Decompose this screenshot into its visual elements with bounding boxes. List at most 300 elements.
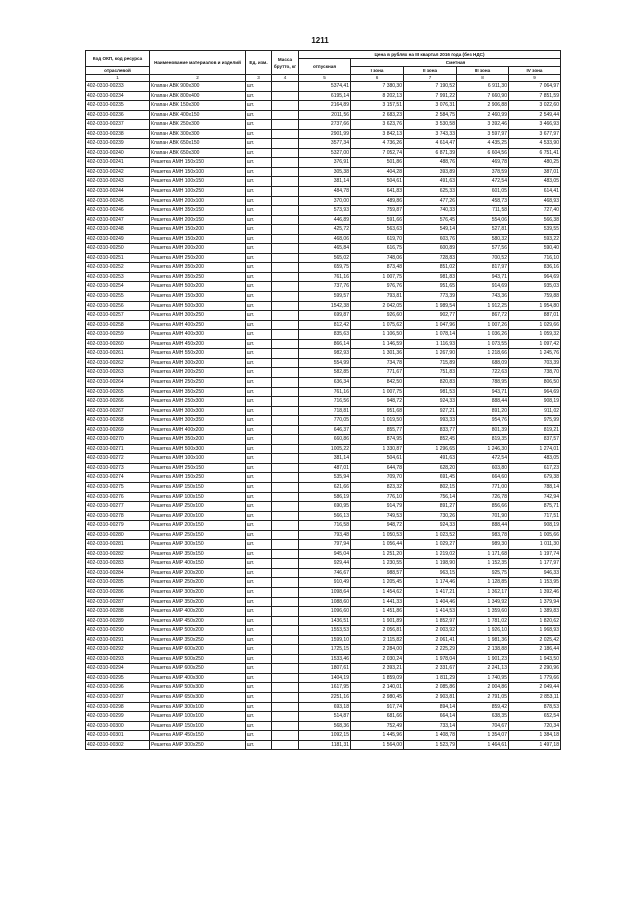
code-cell: 402-0310-00247 — [86, 215, 150, 225]
release-price-cell: 381,14 — [299, 177, 351, 187]
zone-2-price-cell: 1 408,78 — [404, 731, 457, 741]
mass-cell — [272, 559, 299, 569]
zone-1-price-cell: 1 330,87 — [351, 444, 404, 454]
mass-cell — [272, 731, 299, 741]
name-cell: Решетка АМН 500х300 — [150, 444, 246, 454]
unit-cell: шт. — [246, 578, 272, 588]
name-cell: Клапан АВК 650х150 — [150, 139, 246, 149]
header-price-group: Цена в рублях на III квартал 2016 года (без НДС) — [299, 51, 561, 59]
unit-cell: шт. — [246, 282, 272, 292]
table-row — [86, 492, 561, 502]
table-row — [86, 559, 561, 569]
unit-cell: шт. — [246, 664, 272, 674]
zone-3-price-cell: 472,54 — [457, 454, 509, 464]
unit-cell: шт. — [246, 673, 272, 683]
zone-4-price-cell: 1 384,18 — [509, 731, 561, 741]
header-estimate: Сметная — [351, 59, 561, 67]
zone-4-price-cell: 911,02 — [509, 406, 561, 416]
zone-2-price-cell: 993,33 — [404, 416, 457, 426]
zone-2-price-cell: 851,02 — [404, 263, 457, 273]
zone-1-price-cell: 501,86 — [351, 158, 404, 168]
zone-4-price-cell: 539,55 — [509, 225, 561, 235]
zone-4-price-cell: 1 274,01 — [509, 444, 561, 454]
code-cell: 402-0310-00248 — [86, 225, 150, 235]
mass-cell — [272, 110, 299, 120]
zone-4-price-cell: 837,57 — [509, 435, 561, 445]
zone-1-price-cell: 2 030,24 — [351, 654, 404, 664]
zone-2-price-cell: 802,15 — [404, 482, 457, 492]
name-cell: Решетка АМН 300х300 — [150, 406, 246, 416]
zone-3-price-cell: 2 906,88 — [457, 101, 509, 111]
zone-4-price-cell: 1 389,83 — [509, 607, 561, 617]
table-row — [86, 635, 561, 645]
unit-cell: шт. — [246, 702, 272, 712]
name-cell: Решетка АМН 100х100 — [150, 454, 246, 464]
zone-4-price-cell: 1 779,66 — [509, 673, 561, 683]
mass-cell — [272, 311, 299, 321]
unit-cell: шт. — [246, 444, 272, 454]
unit-cell: шт. — [246, 416, 272, 426]
zone-3-price-cell: 888,44 — [457, 397, 509, 407]
col-number: 2 — [150, 75, 246, 82]
table-row — [86, 578, 561, 588]
unit-cell: шт. — [246, 187, 272, 197]
zone-1-price-cell: 1 445,96 — [351, 731, 404, 741]
zone-1-price-cell: 2 140,01 — [351, 683, 404, 693]
zone-2-price-cell: 625,33 — [404, 187, 457, 197]
release-price-cell: 621,66 — [299, 482, 351, 492]
zone-2-price-cell: 576,45 — [404, 215, 457, 225]
unit-cell: шт. — [246, 82, 272, 92]
zone-1-price-cell: 1 106,50 — [351, 330, 404, 340]
table-row — [86, 91, 561, 101]
zone-1-price-cell: 1 056,44 — [351, 540, 404, 550]
name-cell: Решетка АМР 200х100 — [150, 511, 246, 521]
name-cell: Решетка АМН 400х200 — [150, 425, 246, 435]
code-cell: 402-0310-00254 — [86, 282, 150, 292]
mass-cell — [272, 301, 299, 311]
name-cell: Решетка АМН 300х250 — [150, 311, 246, 321]
unit-cell: шт. — [246, 454, 272, 464]
zone-4-price-cell: 483,05 — [509, 177, 561, 187]
zone-2-price-cell: 1 116,93 — [404, 339, 457, 349]
zone-2-price-cell: 891,27 — [404, 502, 457, 512]
name-cell: Решетка АМР 450х150 — [150, 731, 246, 741]
zone-2-price-cell: 1 023,52 — [404, 530, 457, 540]
name-cell: Решетка АМР 150х100 — [150, 721, 246, 731]
zone-2-price-cell: 2 903,81 — [404, 693, 457, 703]
code-cell: 402-0310-00300 — [86, 721, 150, 731]
unit-cell: шт. — [246, 158, 272, 168]
zone-1-price-cell: 951,68 — [351, 406, 404, 416]
name-cell: Решетка АМР 150х150 — [150, 482, 246, 492]
zone-3-price-cell: 1 362,17 — [457, 587, 509, 597]
mass-cell — [272, 397, 299, 407]
zone-3-price-cell: 817,97 — [457, 263, 509, 273]
code-cell: 402-0310-00252 — [86, 263, 150, 273]
table-row — [86, 177, 561, 187]
code-cell: 402-0310-00234 — [86, 91, 150, 101]
zone-3-price-cell: 1 464,61 — [457, 740, 509, 750]
unit-cell: шт. — [246, 425, 272, 435]
name-cell: Решетка АМР 300х250 — [150, 740, 246, 750]
unit-cell: шт. — [246, 339, 272, 349]
name-cell: Решетка АМН 200х150 — [150, 215, 246, 225]
table-row — [86, 320, 561, 330]
zone-1-price-cell: 1 050,53 — [351, 530, 404, 540]
zone-2-price-cell: 628,20 — [404, 463, 457, 473]
unit-cell: шт. — [246, 607, 272, 617]
name-cell: Решетка АМР 400х150 — [150, 559, 246, 569]
code-cell: 402-0310-00260 — [86, 339, 150, 349]
unit-cell: шт. — [246, 406, 272, 416]
name-cell: Решетка АМН 500х300 — [150, 301, 246, 311]
table-row — [86, 301, 561, 311]
unit-cell: шт. — [246, 463, 272, 473]
release-price-cell: 565,02 — [299, 253, 351, 263]
mass-cell — [272, 712, 299, 722]
name-cell: Решетка АМР 250х150 — [150, 530, 246, 540]
zone-4-price-cell: 2 049,44 — [509, 683, 561, 693]
name-cell: Решетка АМР 650х300 — [150, 693, 246, 703]
name-cell: Клапан АВК 900х300 — [150, 82, 246, 92]
zone-1-price-cell: 1 564,00 — [351, 740, 404, 750]
header-zone-4: IV зона — [509, 67, 561, 75]
zone-4-price-cell: 3 022,60 — [509, 101, 561, 111]
zone-2-price-cell: 902,77 — [404, 311, 457, 321]
zone-4-price-cell: 819,21 — [509, 425, 561, 435]
header-name: Наименование материалов и изделий — [150, 51, 246, 75]
zone-1-price-cell: 681,66 — [351, 712, 404, 722]
zone-1-price-cell: 1 441,33 — [351, 597, 404, 607]
unit-cell: шт. — [246, 292, 272, 302]
code-cell: 402-0310-00278 — [86, 511, 150, 521]
zone-3-price-cell: 701,90 — [457, 511, 509, 521]
header-mass: Масса брутто, кг — [272, 51, 299, 75]
table-row — [86, 167, 561, 177]
code-cell: 402-0310-00251 — [86, 253, 150, 263]
zone-4-price-cell: 703,39 — [509, 358, 561, 368]
zone-4-price-cell: 975,99 — [509, 416, 561, 426]
zone-3-price-cell: 819,35 — [457, 435, 509, 445]
zone-3-price-cell: 577,56 — [457, 244, 509, 254]
name-cell: Решетка АМР 300х100 — [150, 702, 246, 712]
zone-1-price-cell: 644,78 — [351, 463, 404, 473]
zone-2-price-cell: 691,45 — [404, 473, 457, 483]
code-cell: 402-0310-00241 — [86, 158, 150, 168]
mass-cell — [272, 721, 299, 731]
zone-3-price-cell: 2 004,86 — [457, 683, 509, 693]
zone-2-price-cell: 833,77 — [404, 425, 457, 435]
zone-3-price-cell: 1 349,92 — [457, 597, 509, 607]
release-price-cell: 582,85 — [299, 368, 351, 378]
zone-3-price-cell: 983,78 — [457, 530, 509, 540]
table-header — [86, 51, 561, 82]
mass-cell — [272, 473, 299, 483]
table-row — [86, 511, 561, 521]
code-cell: 402-0310-00293 — [86, 654, 150, 664]
zone-1-price-cell: 1 019,50 — [351, 416, 404, 426]
zone-4-price-cell: 1 968,93 — [509, 626, 561, 636]
code-cell: 402-0310-00236 — [86, 110, 150, 120]
code-cell: 402-0310-00245 — [86, 196, 150, 206]
code-cell: 402-0310-00270 — [86, 435, 150, 445]
zone-2-price-cell: 2 061,41 — [404, 635, 457, 645]
table-row — [86, 253, 561, 263]
zone-4-price-cell: 480,25 — [509, 158, 561, 168]
header-number-row — [86, 75, 561, 82]
zone-1-price-cell: 874,95 — [351, 435, 404, 445]
zone-2-price-cell: 2 225,29 — [404, 645, 457, 655]
zone-1-price-cell: 2 284,00 — [351, 645, 404, 655]
zone-3-price-cell: 914,69 — [457, 282, 509, 292]
code-cell: 402-0310-00301 — [86, 731, 150, 741]
zone-3-price-cell: 1 246,30 — [457, 444, 509, 454]
release-price-cell: 484,78 — [299, 187, 351, 197]
mass-cell — [272, 645, 299, 655]
mass-cell — [272, 492, 299, 502]
mass-cell — [272, 435, 299, 445]
name-cell: Решетка АМР 600х200 — [150, 645, 246, 655]
mass-cell — [272, 129, 299, 139]
zone-2-price-cell: 1 267,90 — [404, 349, 457, 359]
release-price-cell: 866,14 — [299, 339, 351, 349]
zone-1-price-cell: 842,50 — [351, 377, 404, 387]
zone-2-price-cell: 477,26 — [404, 196, 457, 206]
zone-2-price-cell: 600,89 — [404, 244, 457, 254]
unit-cell: шт. — [246, 645, 272, 655]
code-cell: 402-0310-00290 — [86, 626, 150, 636]
zone-3-price-cell: 1 359,60 — [457, 607, 509, 617]
release-price-cell: 3577,34 — [299, 139, 351, 149]
name-cell: Решетка АМР 450х200 — [150, 616, 246, 626]
mass-cell — [272, 177, 299, 187]
zone-3-price-cell: 1 354,07 — [457, 731, 509, 741]
zone-1-price-cell: 4 736,26 — [351, 139, 404, 149]
unit-cell: шт. — [246, 139, 272, 149]
zone-2-price-cell: 3 743,33 — [404, 129, 457, 139]
release-price-cell: 761,16 — [299, 387, 351, 397]
unit-cell: шт. — [246, 234, 272, 244]
zone-2-price-cell: 3 076,31 — [404, 101, 457, 111]
unit-cell: шт. — [246, 263, 272, 273]
table-row — [86, 215, 561, 225]
zone-1-price-cell: 748,06 — [351, 253, 404, 263]
table-row — [86, 282, 561, 292]
mass-cell — [272, 244, 299, 254]
zone-4-price-cell: 566,38 — [509, 215, 561, 225]
release-price-cell: 5327,00 — [299, 148, 351, 158]
name-cell: Решетка АМР 350х150 — [150, 549, 246, 559]
zone-2-price-cell: 6 871,39 — [404, 148, 457, 158]
code-cell: 402-0310-00266 — [86, 397, 150, 407]
table-row — [86, 187, 561, 197]
mass-cell — [272, 673, 299, 683]
mass-cell — [272, 358, 299, 368]
zone-3-price-cell: 3 392,46 — [457, 120, 509, 130]
mass-cell — [272, 387, 299, 397]
zone-4-price-cell: 2 290,96 — [509, 664, 561, 674]
mass-cell — [272, 587, 299, 597]
release-price-cell: 770,05 — [299, 416, 351, 426]
zone-2-price-cell: 951,65 — [404, 282, 457, 292]
unit-cell: шт. — [246, 368, 272, 378]
release-price-cell: 465,84 — [299, 244, 351, 254]
zone-3-price-cell: 1 912,25 — [457, 301, 509, 311]
table-row — [86, 702, 561, 712]
zone-3-price-cell: 722,63 — [457, 368, 509, 378]
release-price-cell: 1005,22 — [299, 444, 351, 454]
unit-cell: шт. — [246, 511, 272, 521]
header-code-sub: отраслевой — [86, 67, 150, 75]
zone-4-price-cell: 759,88 — [509, 292, 561, 302]
release-price-cell: 568,36 — [299, 721, 351, 731]
unit-cell: шт. — [246, 225, 272, 235]
unit-cell: шт. — [246, 358, 272, 368]
zone-1-price-cell: 2 115,82 — [351, 635, 404, 645]
unit-cell: шт. — [246, 559, 272, 569]
release-price-cell: 2901,99 — [299, 129, 351, 139]
zone-4-price-cell: 717,51 — [509, 511, 561, 521]
zone-2-price-cell: 488,76 — [404, 158, 457, 168]
zone-3-price-cell: 726,78 — [457, 492, 509, 502]
zone-3-price-cell: 2 791,05 — [457, 693, 509, 703]
unit-cell: шт. — [246, 387, 272, 397]
release-price-cell: 797,94 — [299, 540, 351, 550]
code-cell: 402-0310-00235 — [86, 101, 150, 111]
code-cell: 402-0310-00296 — [86, 683, 150, 693]
zone-1-price-cell: 504,61 — [351, 177, 404, 187]
zone-4-price-cell: 2 025,42 — [509, 635, 561, 645]
name-cell: Решетка АМН 150х300 — [150, 292, 246, 302]
name-cell: Решетка АМР 400х300 — [150, 673, 246, 683]
table-row — [86, 406, 561, 416]
zone-1-price-cell: 641,83 — [351, 187, 404, 197]
release-price-cell: 1617,95 — [299, 683, 351, 693]
release-price-cell: 5374,41 — [299, 82, 351, 92]
zone-1-price-cell: 1 901,89 — [351, 616, 404, 626]
zone-4-price-cell: 1 029,66 — [509, 320, 561, 330]
release-price-cell: 1436,51 — [299, 616, 351, 626]
zone-4-price-cell: 908,19 — [509, 521, 561, 531]
name-cell: Решетка АМР 300х150 — [150, 540, 246, 550]
zone-1-price-cell: 2 042,05 — [351, 301, 404, 311]
zone-1-price-cell: 749,53 — [351, 511, 404, 521]
zone-4-price-cell: 1 820,62 — [509, 616, 561, 626]
zone-3-price-cell: 1 926,10 — [457, 626, 509, 636]
release-price-cell: 376,91 — [299, 158, 351, 168]
code-cell: 402-0310-00302 — [86, 740, 150, 750]
zone-1-price-cell: 793,81 — [351, 292, 404, 302]
unit-cell: шт. — [246, 167, 272, 177]
unit-cell: шт. — [246, 330, 272, 340]
zone-1-price-cell: 1 007,75 — [351, 272, 404, 282]
table-row — [86, 549, 561, 559]
code-cell: 402-0310-00276 — [86, 492, 150, 502]
table-row — [86, 101, 561, 111]
table-row — [86, 349, 561, 359]
col-number: 7 — [404, 75, 457, 82]
zone-2-price-cell: 1 047,96 — [404, 320, 457, 330]
table-row — [86, 358, 561, 368]
zone-4-price-cell: 593,22 — [509, 234, 561, 244]
mass-cell — [272, 568, 299, 578]
code-cell: 402-0310-00259 — [86, 330, 150, 340]
release-price-cell: 1181,31 — [299, 740, 351, 750]
unit-cell: шт. — [246, 654, 272, 664]
unit-cell: шт. — [246, 502, 272, 512]
zone-1-price-cell: 776,10 — [351, 492, 404, 502]
zone-1-price-cell: 489,86 — [351, 196, 404, 206]
zone-4-price-cell: 652,54 — [509, 712, 561, 722]
release-price-cell: 305,38 — [299, 167, 351, 177]
unit-cell: шт. — [246, 693, 272, 703]
code-cell: 402-0310-00253 — [86, 272, 150, 282]
unit-cell: шт. — [246, 215, 272, 225]
name-cell: Клапан АВК 800х400 — [150, 91, 246, 101]
unit-cell: шт. — [246, 272, 272, 282]
table-row — [86, 120, 561, 130]
mass-cell — [272, 626, 299, 636]
zone-3-price-cell: 1 981,36 — [457, 635, 509, 645]
col-number: 1 — [86, 75, 150, 82]
unit-cell: шт. — [246, 683, 272, 693]
zone-1-price-cell: 976,76 — [351, 282, 404, 292]
table-row — [86, 339, 561, 349]
mass-cell — [272, 502, 299, 512]
zone-3-price-cell: 1 171,68 — [457, 549, 509, 559]
name-cell: Решетка АМР 100х150 — [150, 492, 246, 502]
name-cell: Решетка АМР 400х200 — [150, 607, 246, 617]
mass-cell — [272, 406, 299, 416]
table-row — [86, 444, 561, 454]
release-price-cell: 381,14 — [299, 454, 351, 464]
unit-cell: шт. — [246, 712, 272, 722]
name-cell: Решетка АМН 150х200 — [150, 234, 246, 244]
release-price-cell: 636,34 — [299, 377, 351, 387]
zone-4-price-cell: 946,33 — [509, 568, 561, 578]
mass-cell — [272, 282, 299, 292]
code-cell: 402-0310-00256 — [86, 301, 150, 311]
zone-2-price-cell: 664,14 — [404, 712, 457, 722]
unit-cell: шт. — [246, 521, 272, 531]
release-price-cell: 2737,66 — [299, 120, 351, 130]
unit-cell: шт. — [246, 301, 272, 311]
release-price-cell: 514,87 — [299, 712, 351, 722]
mass-cell — [272, 91, 299, 101]
zone-3-price-cell: 554,06 — [457, 215, 509, 225]
code-cell: 402-0310-00243 — [86, 177, 150, 187]
name-cell: Решетка АМН 550х200 — [150, 349, 246, 359]
zone-1-price-cell: 914,79 — [351, 502, 404, 512]
release-price-cell: 2251,16 — [299, 693, 351, 703]
zone-2-price-cell: 1 852,97 — [404, 616, 457, 626]
release-price-cell: 1542,38 — [299, 301, 351, 311]
mass-cell — [272, 167, 299, 177]
zone-2-price-cell: 740,33 — [404, 206, 457, 216]
zone-3-price-cell: 378,59 — [457, 167, 509, 177]
code-cell: 402-0310-00264 — [86, 377, 150, 387]
header-release: отпускная — [299, 59, 351, 75]
table-row — [86, 225, 561, 235]
release-price-cell: 2011,56 — [299, 110, 351, 120]
mass-cell — [272, 253, 299, 263]
price-table — [85, 50, 561, 750]
zone-1-price-cell: 1 230,55 — [351, 559, 404, 569]
zone-3-price-cell: 1 781,02 — [457, 616, 509, 626]
table-row — [86, 712, 561, 722]
unit-cell: шт. — [246, 177, 272, 187]
